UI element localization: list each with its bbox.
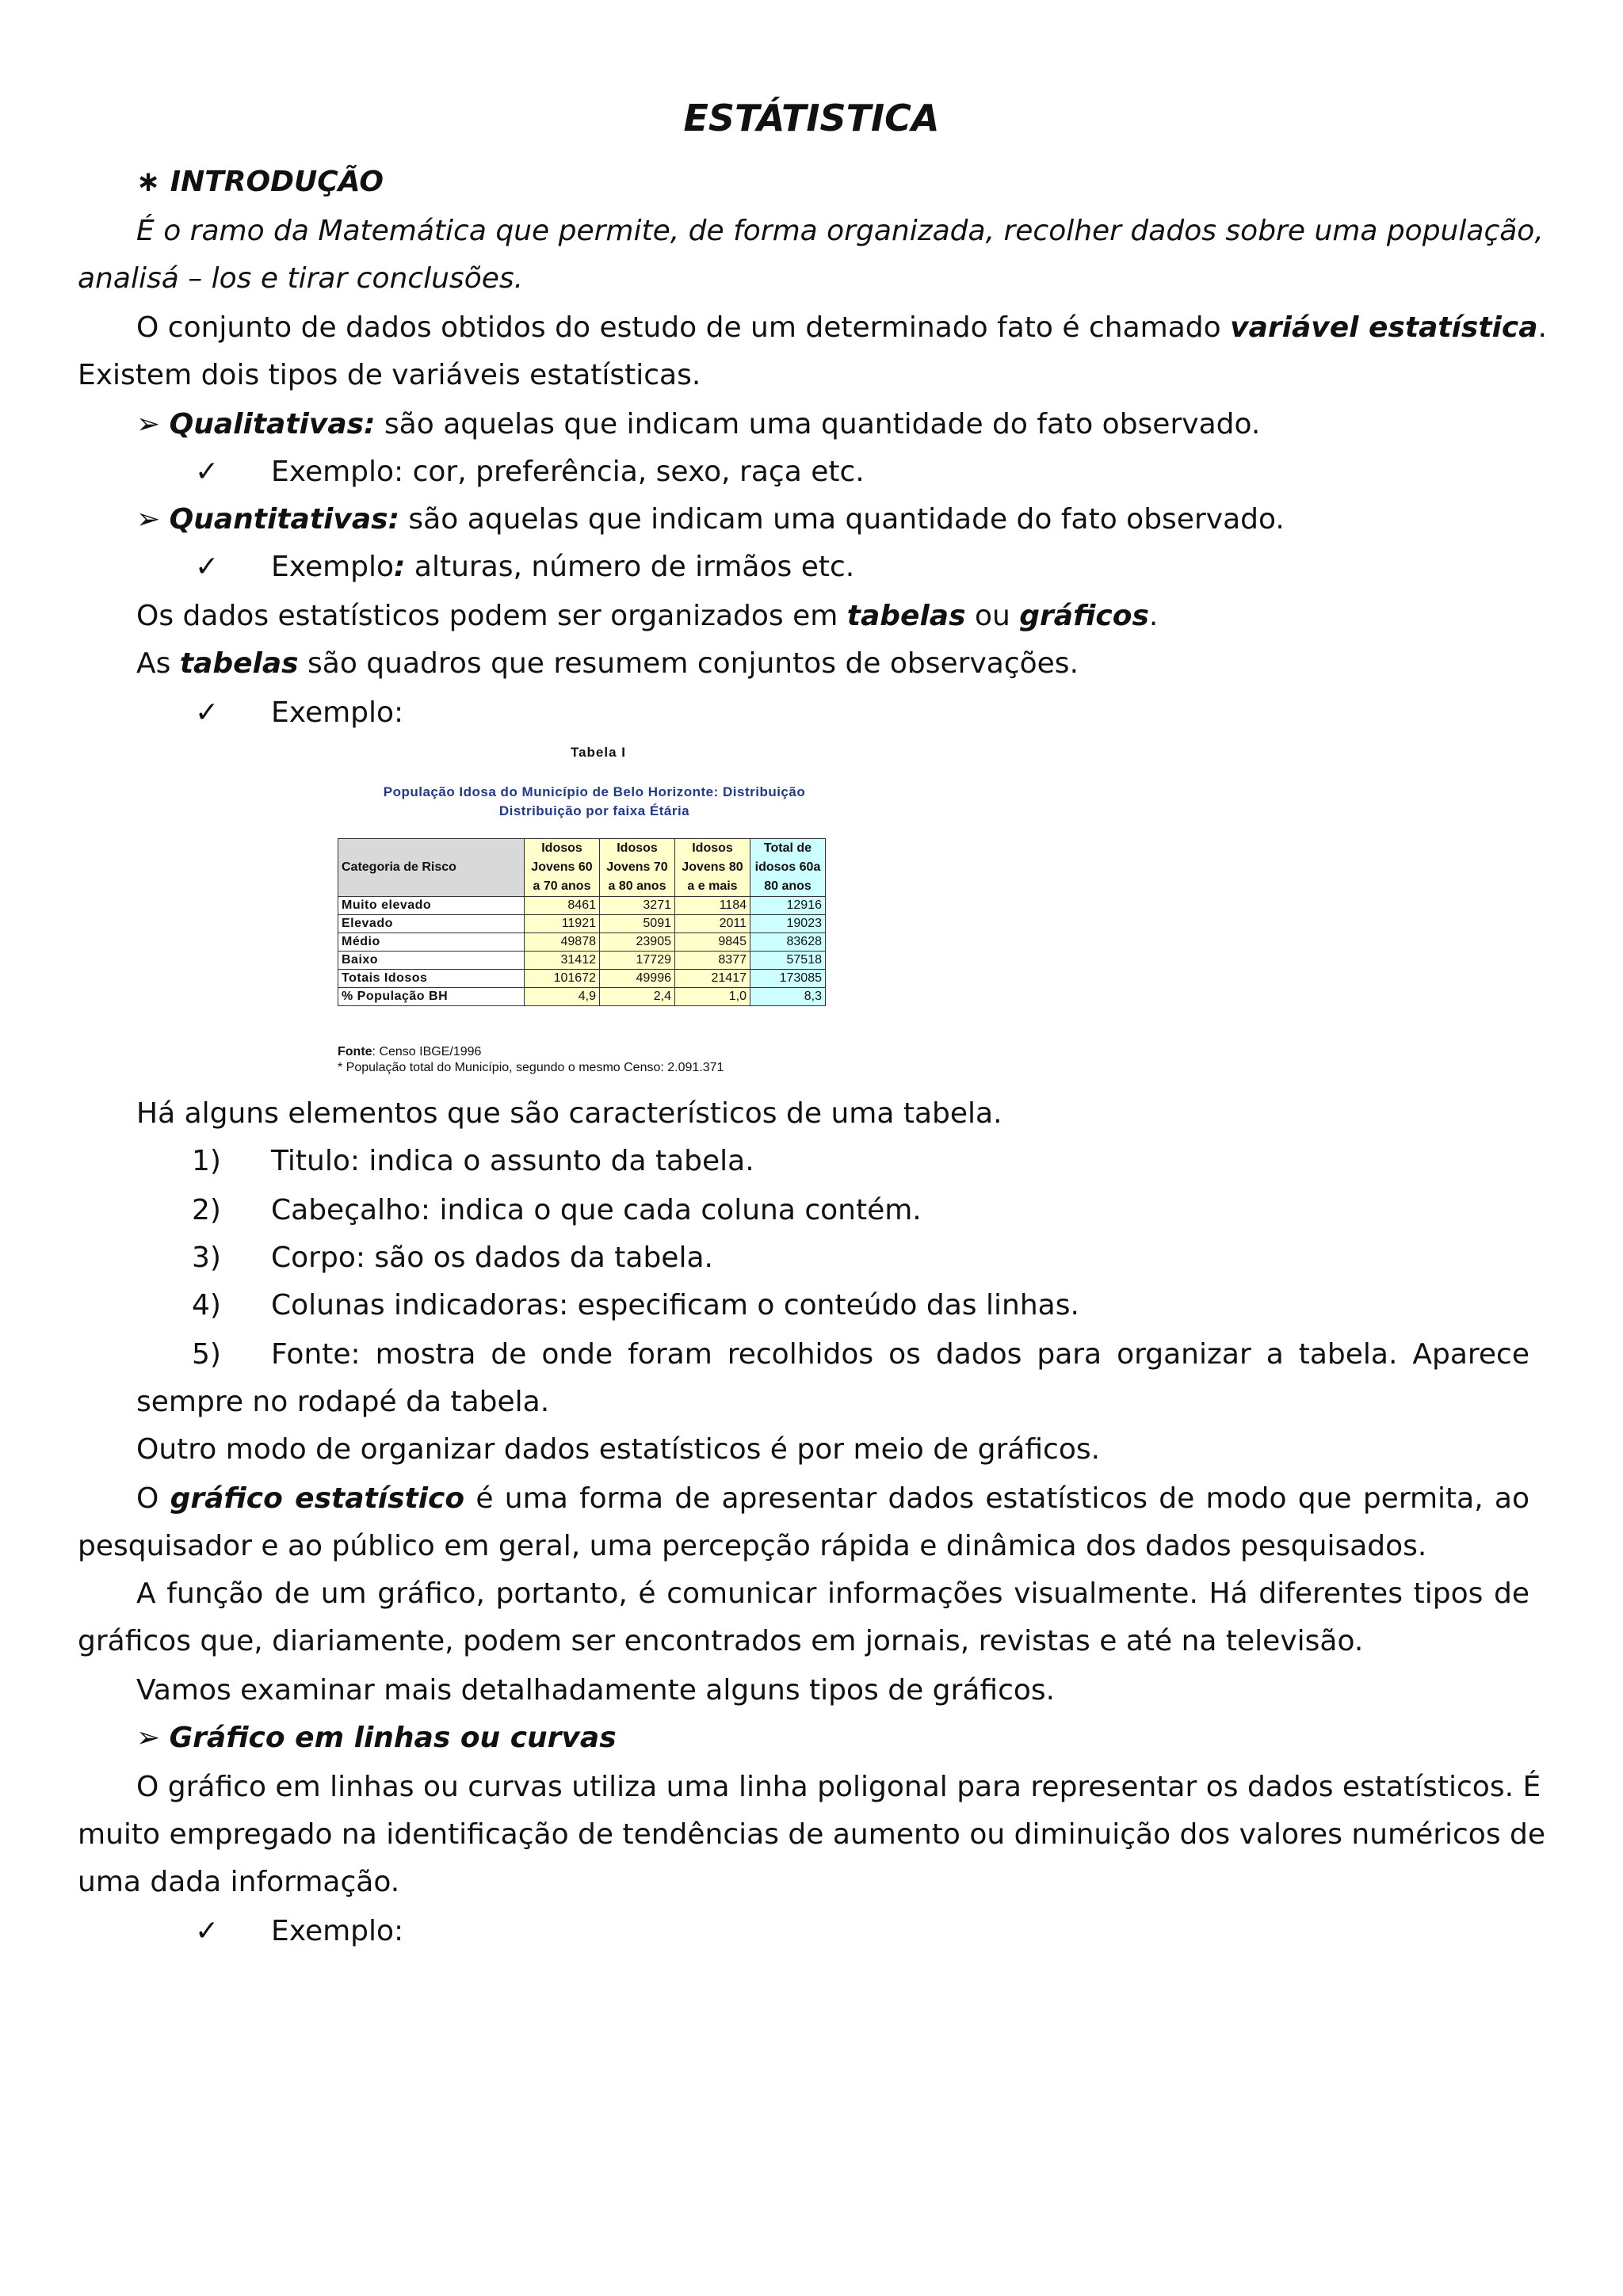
cell-total: 19023	[750, 915, 826, 933]
cell: 9845	[675, 933, 750, 952]
source-label: Fonte	[338, 1045, 372, 1058]
variable-text: O conjunto de dados obtidos do estudo de um determinado fato é chamado	[136, 311, 1231, 344]
check-icon: ✓	[195, 1915, 220, 1947]
cell: 2,4	[600, 988, 675, 1006]
graphs-paragraph-2-line1	[136, 1475, 1529, 1523]
line-graph-paragraph-line3: uma dada informação.	[78, 1866, 400, 1898]
arrow-bullet-icon: ➢	[136, 408, 161, 441]
table-row	[338, 970, 826, 988]
table-footnote: * População total do Município, segundo o mesmo Censo: 2.091.371	[338, 1061, 724, 1074]
table-header-row	[338, 839, 826, 897]
line-graph-heading-text: Gráfico em linhas ou curvas	[169, 1722, 617, 1754]
intro-heading-text: INTRODUÇÃO	[170, 166, 384, 198]
page-title: ESTÁTISTICA	[683, 97, 940, 139]
table-title	[333, 783, 856, 821]
list-item: Cabeçalho: indica o que cada coluna contém.	[271, 1194, 922, 1226]
quantitative-text: são aquelas que indicam uma quantidade do fato observado.	[399, 503, 1285, 536]
graphs-text-pre: O	[136, 1482, 170, 1515]
cell: 3271	[600, 897, 675, 915]
tables-text-post: são quadros que resumem conjuntos de observações.	[298, 647, 1079, 680]
quantitative-example-colon: :	[394, 551, 406, 583]
table-label: Tabela I	[570, 745, 627, 760]
cell: 23905	[600, 933, 675, 952]
row-label: Elevado	[338, 915, 525, 933]
row-label: Médio	[338, 933, 525, 952]
quantitative-example-text: alturas, número de irmãos etc.	[405, 551, 855, 583]
graphs-paragraph-3-line1: A função de um gráfico, portanto, é comunicar informações visualmente. Há diferentes tipos de	[136, 1577, 1529, 1610]
arrow-bullet-icon: ➢	[136, 503, 161, 536]
graphs-text-post: é uma forma de apresentar dados estatísticos de modo que permita, ao	[464, 1482, 1530, 1515]
row-label: Muito elevado	[338, 897, 525, 915]
graphs-paragraph-3-line2: gráficos que, diariamente, podem ser encontrados em jornais, revistas e até na televisão.	[78, 1625, 1364, 1657]
check-icon: ✓	[195, 696, 220, 729]
header-col3: Idosos Jovens 80 a e mais	[675, 839, 750, 897]
intro-paragraph-line2: analisá – los e tirar conclusões.	[78, 262, 524, 295]
cell: 8461	[525, 897, 600, 915]
cell: 49878	[525, 933, 600, 952]
list-item-continuation: sempre no rodapé da tabela.	[136, 1386, 550, 1418]
row-label: Totais Idosos	[338, 970, 525, 988]
quantitative-label: Quantitativas:	[169, 503, 399, 536]
organize-text-or: ou	[965, 600, 1020, 632]
arrow-bullet-icon: ➢	[136, 1722, 161, 1754]
variable-period: .	[1537, 311, 1547, 344]
quantitative-example-label: Exemplo	[271, 551, 395, 583]
variable-paragraph-line2: Existem dois tipos de variáveis estatísticas.	[78, 359, 701, 391]
cell: 1,0	[675, 988, 750, 1006]
row-label: Baixo	[338, 952, 525, 970]
cell-total: 57518	[750, 952, 826, 970]
qualitative-label: Qualitativas:	[169, 408, 376, 441]
list-number: 3)	[192, 1241, 221, 1274]
cell-total: 173085	[750, 970, 826, 988]
cell: 21417	[675, 970, 750, 988]
cell: 17729	[600, 952, 675, 970]
cell: 49996	[600, 970, 675, 988]
tables-text-pre: As	[136, 647, 180, 680]
list-item: Titulo: indica o assunto da tabela.	[271, 1145, 754, 1177]
list-number: 2)	[192, 1194, 221, 1226]
table-row	[338, 952, 826, 970]
organize-period: .	[1148, 600, 1159, 632]
header-col4: Total de idosos 60a 80 anos	[750, 839, 826, 897]
asterisk-bullet: ∗	[136, 166, 161, 198]
line-graph-heading	[136, 1714, 617, 1762]
list-number: 4)	[192, 1289, 221, 1322]
organize-text: Os dados estatísticos podem ser organizados em	[136, 600, 847, 632]
variable-paragraph-line1	[136, 304, 1547, 352]
organize-paragraph	[136, 593, 1158, 640]
cell: 8377	[675, 952, 750, 970]
line-graph-paragraph-line1: O gráfico em linhas ou curvas utiliza uma linha poligonal para representar os dados estatísticos. É	[136, 1771, 1541, 1803]
variable-term: variável estatística	[1230, 311, 1538, 344]
header-category: Categoria de Risco	[338, 839, 525, 897]
example-label-1: Exemplo:	[271, 696, 404, 729]
cell-total: 8,3	[750, 988, 826, 1006]
organize-term-graphs: gráficos	[1019, 600, 1149, 632]
tables-term: tabelas	[179, 647, 299, 680]
organize-term-tables: tabelas	[846, 600, 966, 632]
list-number: 1)	[192, 1145, 221, 1177]
row-label: % População BH	[338, 988, 525, 1006]
table-title-line1: População Idosa do Município de Belo Horizonte: Distribuição	[383, 784, 806, 799]
quantitative-example	[271, 543, 854, 591]
intro-heading	[136, 158, 384, 206]
table-source	[338, 1044, 724, 1076]
intro-paragraph-line1: É o ramo da Matemática que permite, de forma organizada, recolher dados sobre uma população,	[136, 215, 1544, 247]
cell: 31412	[525, 952, 600, 970]
cell: 4,9	[525, 988, 600, 1006]
list-item: Colunas indicadoras: especificam o conteúdo das linhas.	[271, 1289, 1079, 1322]
header-col1: Idosos Jovens 60 a 70 anos	[525, 839, 600, 897]
graphs-paragraph-1: Outro modo de organizar dados estatísticos é por meio de gráficos.	[136, 1433, 1101, 1466]
quantitative-item	[136, 496, 1285, 543]
list-item: Corpo: são os dados da tabela.	[271, 1241, 713, 1274]
graphs-paragraph-2-line2: pesquisador e ao público em geral, uma percepção rápida e dinâmica dos dados pesquisados.	[78, 1530, 1427, 1562]
check-icon: ✓	[195, 551, 220, 583]
check-icon: ✓	[195, 456, 220, 488]
table-row	[338, 933, 826, 952]
cell-total: 83628	[750, 933, 826, 952]
cell: 11921	[525, 915, 600, 933]
example-label-2: Exemplo:	[271, 1915, 404, 1947]
cell: 2011	[675, 915, 750, 933]
table-row	[338, 988, 826, 1006]
table-figure	[333, 745, 864, 1077]
list-number: 5)	[192, 1338, 221, 1371]
qualitative-text: são aquelas que indicam uma quantidade do fato observado.	[375, 408, 1261, 441]
tables-paragraph	[136, 640, 1079, 688]
table-row	[338, 897, 826, 915]
list-item: Fonte: mostra de onde foram recolhidos os dados para organizar a tabela. Aparece	[271, 1338, 1529, 1371]
population-table	[338, 838, 826, 1006]
graphs-term: gráfico estatístico	[170, 1482, 465, 1515]
qualitative-example: Exemplo: cor, preferência, sexo, raça etc.	[271, 456, 865, 488]
graphs-paragraph-4: Vamos examinar mais detalhadamente alguns tipos de gráficos.	[136, 1674, 1056, 1707]
cell: 101672	[525, 970, 600, 988]
table-title-line2: Distribuição por faixa Étária	[498, 803, 690, 818]
elements-intro: Há alguns elementos que são característicos de uma tabela.	[136, 1097, 1002, 1130]
source-text: : Censo IBGE/1996	[372, 1045, 482, 1058]
cell: 1184	[675, 897, 750, 915]
qualitative-item	[136, 401, 1260, 448]
table-row	[338, 915, 826, 933]
header-col2: Idosos Jovens 70 a 80 anos	[600, 839, 675, 897]
line-graph-paragraph-line2: muito empregado na identificação de tendências de aumento ou diminuição dos valores numéricos de	[78, 1818, 1546, 1851]
cell: 5091	[600, 915, 675, 933]
cell-total: 12916	[750, 897, 826, 915]
